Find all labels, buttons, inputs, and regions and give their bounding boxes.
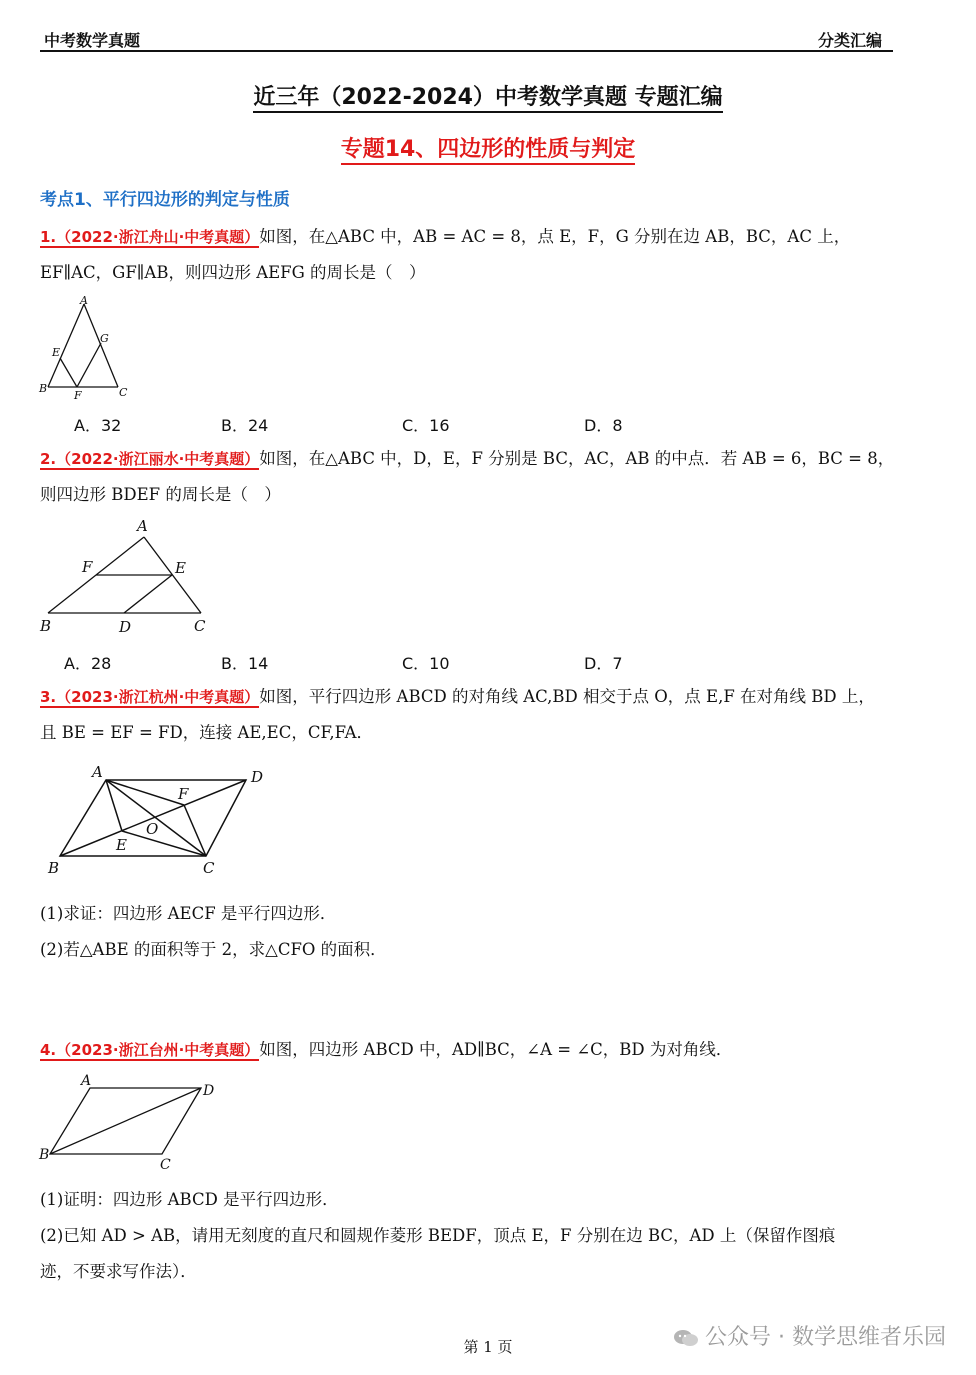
q3-segment-fa xyxy=(106,780,184,805)
q2-option-a: A．28 xyxy=(64,654,112,673)
q1-label-f: F xyxy=(74,389,82,402)
question-4 xyxy=(40,1032,900,1068)
q3-line1-row xyxy=(40,679,900,715)
q1-segment-fg xyxy=(77,343,101,387)
q4-part-1: (1)证明：四边形 ABCD 是平行四边形． xyxy=(40,1190,339,1209)
q3-label-o: O xyxy=(146,820,159,838)
page-title-text: 近三年（2022-2024）中考数学真题 专题汇编 xyxy=(253,85,722,113)
q1-label-c: C xyxy=(119,386,128,399)
q1-option-d: D．8 xyxy=(584,416,623,435)
q4-figure xyxy=(36,1072,226,1177)
q2-line1: 如图，在△ABC 中，D，E，F 分别是 BC，AC，AB 的中点．若 AB = 6，BC = 8， xyxy=(259,449,895,468)
q1-source: 1.（2022·浙江舟山·中考真题） xyxy=(40,228,260,246)
q2-segment-de xyxy=(124,575,172,613)
q1-label-a: A xyxy=(80,294,88,307)
q4-part-2b: 迹，不要求写作法）． xyxy=(40,1262,197,1281)
page-title xyxy=(0,80,976,111)
header-rule xyxy=(40,50,893,52)
q1-option-a: A．32 xyxy=(74,416,122,435)
q1-label-b: B xyxy=(39,382,48,395)
q3-part-2: (2)若△ABE 的面积等于 2，求△CFO 的面积． xyxy=(40,940,387,959)
question-2 xyxy=(40,441,900,512)
q3-part-1: (1)求证：四边形 AECF 是平行四边形． xyxy=(40,904,337,923)
q3-label-d: D xyxy=(251,768,264,786)
q2-label-a: A xyxy=(137,517,148,535)
q3-line2: 且 BE = EF = FD，连接 AE,EC，CF,FA． xyxy=(40,723,374,742)
section-heading: 考点1、平行四边形的判定与性质 xyxy=(40,190,290,210)
q3-label-c: C xyxy=(203,859,215,877)
q4-label-a: A xyxy=(81,1073,92,1089)
question-3 xyxy=(40,679,900,750)
watermark xyxy=(673,1320,946,1351)
q1-edge-ac xyxy=(84,304,118,387)
page-number: 第 1 页 xyxy=(463,1338,513,1356)
q3-label-a: A xyxy=(92,763,103,781)
q1-line1: 如图，在△ABC 中，AB = AC = 8，点 E，F，G 分别在边 AB，BC，AC 上， xyxy=(259,227,851,246)
q1-label-e: E xyxy=(52,346,61,359)
q4-label-b: B xyxy=(39,1147,50,1163)
q2-label-c: C xyxy=(194,617,206,635)
q1-label-g: G xyxy=(100,332,109,345)
header-right: 分类汇编 xyxy=(818,31,883,50)
q1-line2: EF∥AC，GF∥AB，则四边形 AEFG 的周长是（ ） xyxy=(40,263,426,282)
q2-option-d: D．7 xyxy=(584,654,623,673)
q3-diagonal-bd xyxy=(60,780,246,856)
q4-label-d: D xyxy=(203,1083,215,1099)
q3-source: 3.（2023·浙江杭州·中考真题） xyxy=(40,688,260,706)
q1-option-c: C．16 xyxy=(402,416,450,435)
q2-label-d: D xyxy=(119,618,132,636)
q1-figure xyxy=(36,292,136,404)
topic-title-text: 专题14、四边形的性质与判定 xyxy=(341,137,636,165)
q3-line1: 如图，平行四边形 ABCD 的对角线 AC,BD 相交于点 O，点 E,F 在对角线 BD 上， xyxy=(259,687,875,706)
q2-label-b: B xyxy=(40,617,52,635)
q2-option-c: C．10 xyxy=(402,654,450,673)
q4-line1-row xyxy=(40,1032,900,1068)
q2-label-e: E xyxy=(175,559,186,577)
watermark-text: 公众号 · 数学思维者乐园 xyxy=(705,1325,946,1350)
q4-line1: 如图，四边形 ABCD 中，AD∥BC，∠A = ∠C，BD 为对角线． xyxy=(259,1040,733,1059)
q3-label-b: B xyxy=(48,859,60,877)
q4-diagonal-bd xyxy=(50,1088,201,1154)
q1-option-b: B．24 xyxy=(221,416,269,435)
question-1 xyxy=(40,219,900,290)
q1-segment-ef xyxy=(60,358,77,387)
q2-option-b: B．14 xyxy=(221,654,269,673)
q3-label-f: F xyxy=(178,785,189,803)
q4-source: 4.（2023·浙江台州·中考真题） xyxy=(40,1041,260,1059)
wechat-icon xyxy=(673,1328,699,1348)
q2-label-f: F xyxy=(82,558,93,576)
q2-line1-row xyxy=(40,441,900,477)
q3-figure xyxy=(36,760,276,885)
q3-segment-ae xyxy=(106,780,122,831)
q3-segment-ec xyxy=(122,831,206,856)
q4-part-2a: (2)已知 AD > AB，请用无刻度的直尺和圆规作菱形 BEDF，顶点 E，F 分别在边 BC，AD 上（保留作图痕 xyxy=(40,1226,836,1245)
q3-label-e: E xyxy=(116,836,127,854)
q2-line2: 则四边形 BDEF 的周长是（ ） xyxy=(40,485,281,504)
q2-figure xyxy=(36,515,226,640)
q2-source: 2.（2022·浙江丽水·中考真题） xyxy=(40,450,260,468)
q4-label-c: C xyxy=(160,1157,171,1173)
topic-title xyxy=(0,132,976,163)
header-left: 中考数学真题 xyxy=(44,31,141,50)
q1-line1-row xyxy=(40,219,900,255)
